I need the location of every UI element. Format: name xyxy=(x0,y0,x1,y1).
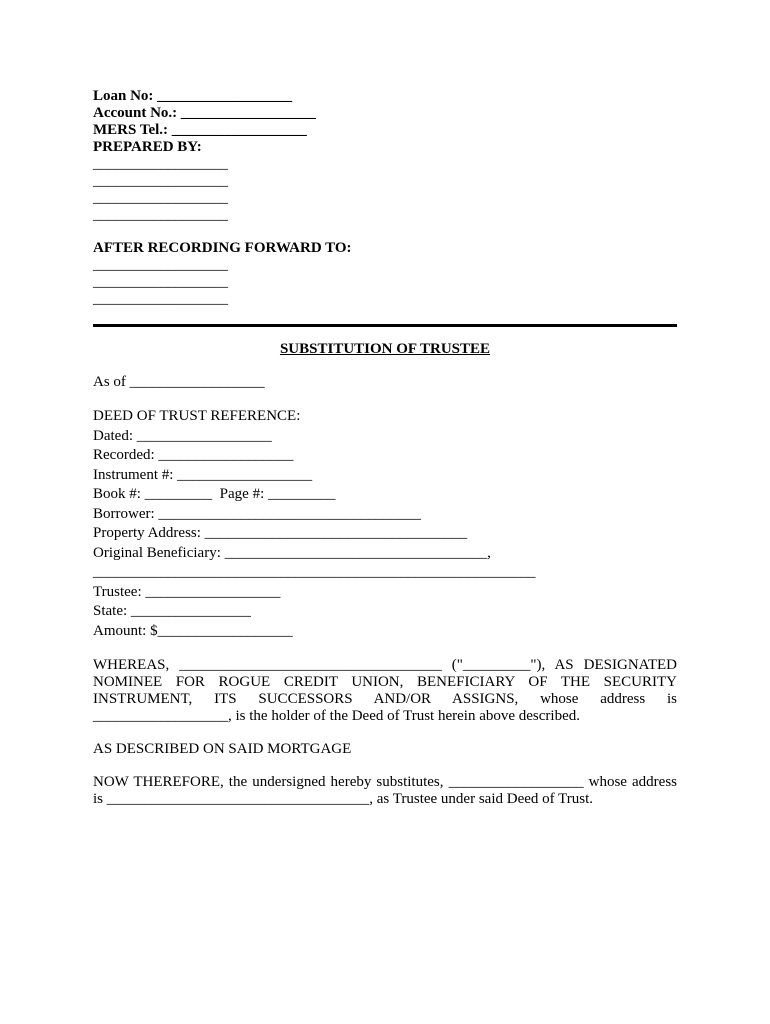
prepared-by-line: __________________ xyxy=(93,156,228,172)
account-no-field: Account No.: __________________ xyxy=(93,105,316,121)
section-divider xyxy=(93,324,677,327)
deed-heading: DEED OF TRUST REFERENCE: xyxy=(93,408,301,424)
now-therefore-paragraph: NOW THEREFORE, the undersigned hereby substitutes, __________________ whose address is ___________________________________, as Trustee under said Deed of Trust. xyxy=(93,774,677,807)
instrument-field: Instrument #: __________________ xyxy=(93,466,313,483)
amount-field: Amount: $__________________ xyxy=(93,622,293,639)
original-beneficiary-field: Original Beneficiary: ___________________________________, xyxy=(93,544,491,561)
after-recording-label: AFTER RECORDING FORWARD TO: xyxy=(93,240,352,256)
beneficiary-continuation-line: ___________________________________________________________ xyxy=(93,564,536,580)
forward-to-line: __________________ xyxy=(93,274,228,290)
prepared-by-line: __________________ xyxy=(93,173,228,189)
prepared-by-line: __________________ xyxy=(93,207,228,223)
prepared-by-line: __________________ xyxy=(93,190,228,206)
mers-tel-field: MERS Tel.: __________________ xyxy=(93,122,307,138)
state-field: State: ________________ xyxy=(93,603,251,619)
document-title: SUBSTITUTION OF TRUSTEE xyxy=(279,341,491,357)
document-body xyxy=(93,88,677,808)
borrower-field: Borrower: ___________________________________ xyxy=(93,505,421,522)
whereas-paragraph: WHEREAS, ___________________________________ ("_________"), AS DESIGNATED NOMINEE FOR ROGUE CREDIT UNION, BENEFICIARY OF THE SECURITY INSTRUMENT, ITS SUCCESSORS AND/OR ASSIGNS, whose address is __________________, is the holder of the Deed of Trust herein above described. xyxy=(93,657,677,724)
forward-to-line: __________________ xyxy=(93,291,228,307)
as-described-line: AS DESCRIBED ON SAID MORTGAGE xyxy=(93,741,352,757)
recorded-field: Recorded: __________________ xyxy=(93,447,294,463)
book-page-field: Book #: _________ Page #: _________ xyxy=(93,486,336,502)
trustee-field: Trustee: __________________ xyxy=(93,583,281,600)
forward-to-line: __________________ xyxy=(93,257,228,273)
dated-field: Dated: __________________ xyxy=(93,427,272,444)
prepared-by-label: PREPARED BY: xyxy=(93,139,202,155)
as-of-field: As of __________________ xyxy=(93,374,265,390)
property-address-field: Property Address: ___________________________________ xyxy=(93,525,468,541)
deed-of-trust-reference xyxy=(93,407,677,641)
loan-no-field: Loan No: __________________ xyxy=(93,88,293,104)
